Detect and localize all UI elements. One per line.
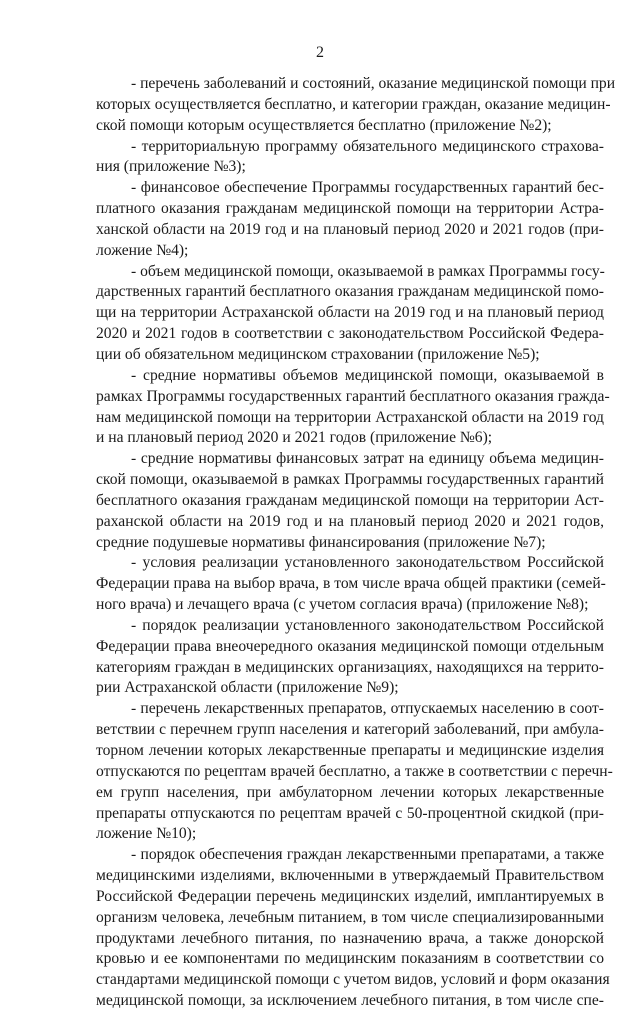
text-line: ния (приложение №3); bbox=[96, 158, 246, 176]
text-line: ции об обязательном медицинском страховании (приложение №5); bbox=[96, 345, 540, 363]
text-line: - средние нормативы финансовых затрат на единицу объема медицин- bbox=[131, 450, 604, 468]
text-line: - финансовое обеспечение Программы государственных гарантий бес- bbox=[131, 179, 604, 197]
text-line: ем групп населения, при амбулаторном лечении которых лекарственные bbox=[96, 783, 604, 801]
text-line: Федерации права внеочередного оказания медицинской помощи отдельным bbox=[96, 637, 604, 655]
text-line: - перечень заболеваний и состояний, оказание медицинской помощи при bbox=[131, 75, 616, 92]
text-line: Российской Федерации перечень медицинских изделий, имплантируемых в bbox=[96, 887, 604, 905]
text-line: платного оказания гражданам медицинской помощи на территории Астра- bbox=[96, 200, 604, 218]
page-number: 2 bbox=[316, 44, 324, 61]
text-line: ханской области на 2019 год и на плановый период 2020 и 2021 годов (при- bbox=[96, 220, 604, 238]
text-line: - порядок обеспечения граждан лекарственными препаратами, а также bbox=[131, 846, 604, 864]
text-line: которых осуществляется бесплатно, и категории граждан, оказание медицин- bbox=[96, 95, 611, 113]
text-line: средние подушевые нормативы финансирования (приложение №7); bbox=[96, 533, 546, 551]
text-line: кровью и ее компонентами по медицинским показаниям в соответствии со bbox=[96, 950, 604, 968]
text-line: ветствии с перечнем групп населения и категорий заболеваний, при амбула- bbox=[96, 721, 604, 739]
text-line: бесплатного оказания гражданам медицинской помощи на территории Аст- bbox=[96, 491, 604, 509]
text-line: ложение №10); bbox=[96, 825, 197, 843]
text-line: медицинской помощи, за исключением лечебного питания, в том числе спе- bbox=[96, 992, 604, 1010]
text-line: ложение №4); bbox=[96, 241, 189, 259]
text-line: Федерации права на выбор врача, в том числе врача общей практики (семей- bbox=[96, 575, 606, 593]
text-line: рамках Программы государственных гарантий бесплатного оказания гражда- bbox=[96, 387, 610, 405]
document-body bbox=[96, 74, 616, 1012]
text-line: торном лечении которых лекарственные препараты и медицинские изделия bbox=[96, 742, 604, 759]
text-line: рии Астраханской области (приложение №9); bbox=[96, 679, 399, 697]
text-line: препараты отпускаются по рецептам врачей с 50-процентной скидкой (при- bbox=[96, 804, 604, 822]
text-line: ской помощи которым осуществляется бесплатно (приложение №2); bbox=[96, 116, 552, 134]
text-line: продуктами лечебного питания, по назначению врача, а также донорской bbox=[96, 929, 604, 947]
text-line: - объем медицинской помощи, оказываемой в рамках Программы госу- bbox=[131, 262, 605, 280]
text-line: стандартами медицинской помощи с учетом видов, условий и форм оказания bbox=[96, 971, 610, 989]
text-line: категориям граждан в медицинских организациях, находящихся на террито- bbox=[96, 658, 604, 676]
text-line: ской помощи, оказываемой в рамках Программы государственных гарантий bbox=[96, 471, 604, 489]
text-line: дарственных гарантий бесплатного оказания гражданам медицинской помо- bbox=[96, 283, 604, 301]
text-line: 2020 и 2021 годов в соответствии с законодательством Российской Федера- bbox=[96, 325, 604, 343]
text-line: медицинскими изделиями, включенными в утверждаемый Правительством bbox=[96, 867, 604, 885]
text-line: - средние нормативы объемов медицинской помощи, оказываемой в bbox=[131, 366, 604, 384]
text-line: раханской области на 2019 год и на плановый период 2020 и 2021 годов, bbox=[96, 512, 604, 530]
text-line: ного врача) и лечащего врача (с учетом согласия врача) (приложение №8); bbox=[96, 596, 589, 614]
text-line: - условия реализации установленного законодательством Российской bbox=[131, 554, 604, 572]
text-line: - порядок реализации установленного законодательством Российской bbox=[131, 616, 604, 634]
text-line: нам медицинской помощи на территории Астраханской области на 2019 год bbox=[96, 408, 604, 426]
text-line: - перечень лекарственных препаратов, отпускаемых населению в соот- bbox=[131, 700, 604, 718]
text-line: отпускаются по рецептам врачей бесплатно, а также в соответствии с перечн- bbox=[96, 762, 613, 780]
text-line: и на плановый период 2020 и 2021 годов (приложение №6); bbox=[96, 429, 493, 447]
text-line: - территориальную программу обязательного медицинского страхова- bbox=[131, 137, 604, 155]
text-line: щи на территории Астраханской области на 2019 год и на плановый период bbox=[96, 304, 604, 322]
text-line: организм человека, лечебным питанием, в том числе специализированными bbox=[96, 908, 604, 926]
